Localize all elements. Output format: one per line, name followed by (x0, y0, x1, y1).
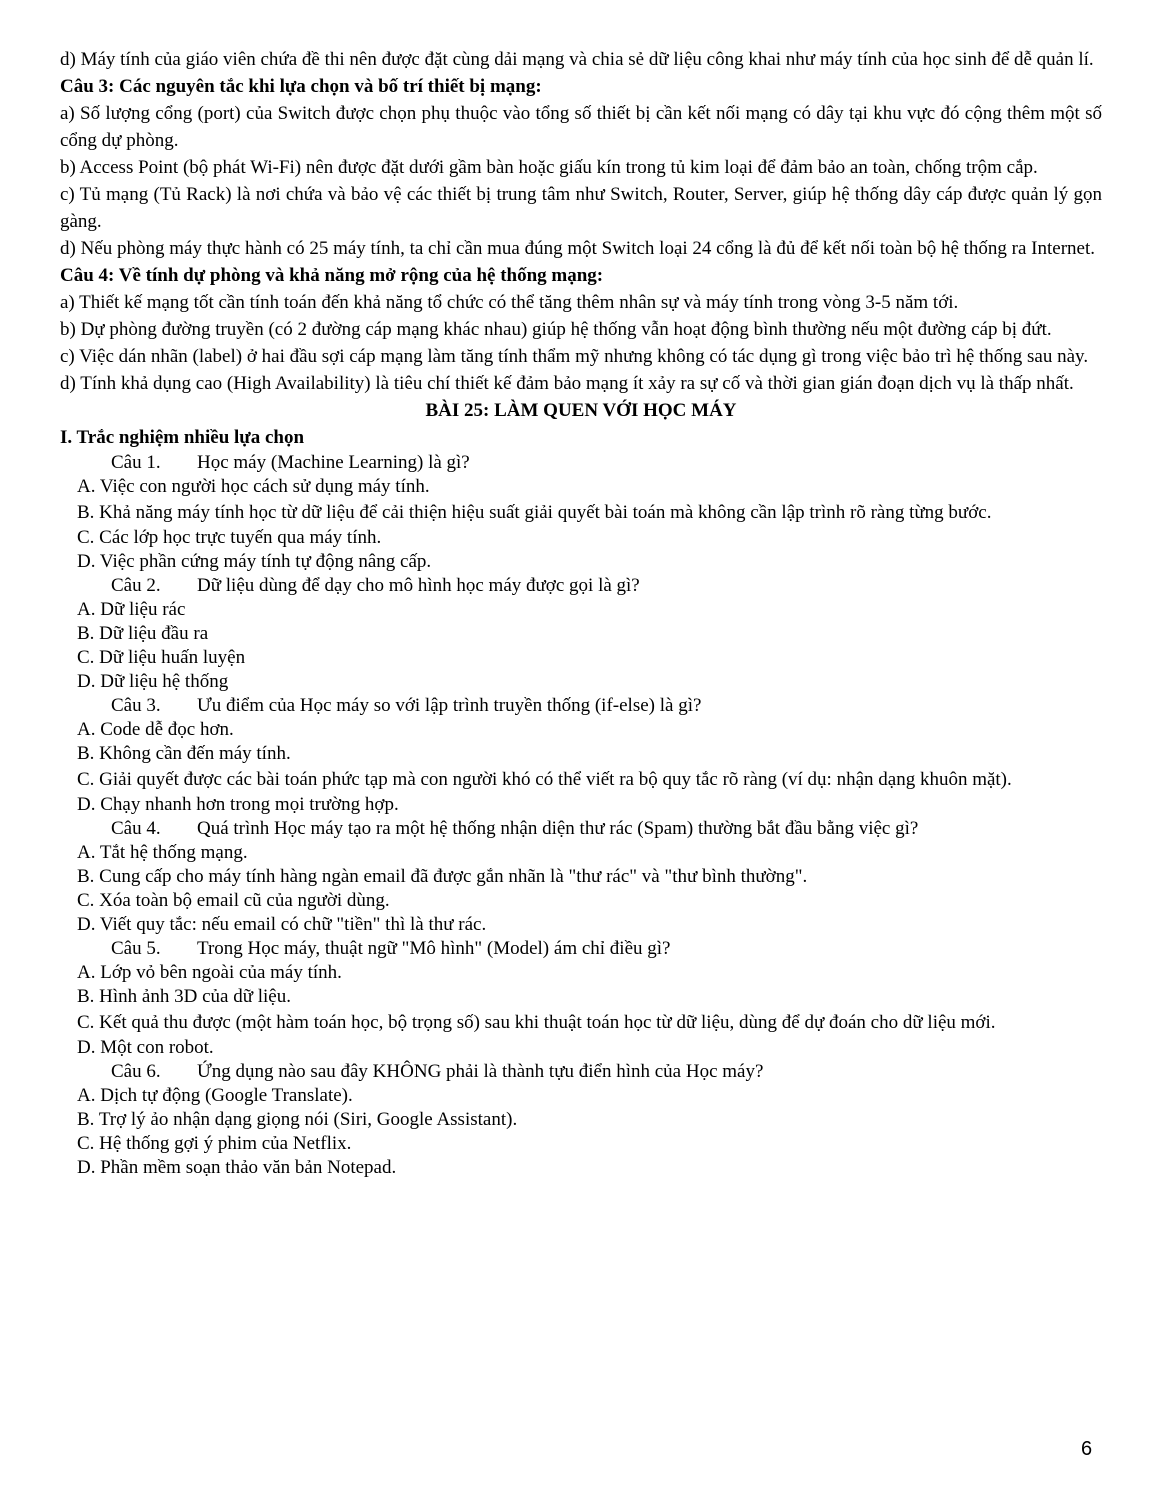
question-number: Câu 6. (111, 1061, 161, 1082)
answer-option: B. Không cần đến máy tính. (77, 743, 291, 764)
question-text: Ưu điểm của Học máy so với lập trình truyền thống (if-else) là gì? (197, 695, 702, 716)
lesson-title: BÀI 25: LÀM QUEN VỚI HỌC MÁY (425, 400, 737, 421)
cau4-option-b: b) Dự phòng đường truyền (có 2 đường cáp mạng khác nhau) giúp hệ thống vẫn hoạt động bình thường nếu một đường cáp bị đứt. (60, 319, 1052, 340)
answer-option: D. Một con robot. (77, 1037, 214, 1058)
question-1 (60, 451, 1102, 475)
question-number: Câu 5. (111, 938, 161, 959)
answer-option: A. Dữ liệu rác (77, 599, 186, 620)
page-number: 6 (1081, 1438, 1093, 1460)
answer-option: C. Kết quả thu được (một hàm toán học, bộ trọng số) sau khi thuật toán học từ dữ liệu, dùng để dự đoán cho dữ liệu mới. (77, 1012, 996, 1033)
answer-option: B. Trợ lý ảo nhận dạng giọng nói (Siri, Google Assistant). (77, 1109, 518, 1130)
question-3 (60, 694, 1102, 718)
answer-option: D. Phần mềm soạn thảo văn bản Notepad. (77, 1157, 397, 1178)
answer-option: A. Code dễ đọc hơn. (77, 719, 234, 740)
answer-option: C. Các lớp học trực tuyến qua máy tính. (77, 527, 382, 548)
question-number: Câu 1. (111, 452, 161, 473)
answer-option: C. Dữ liệu huấn luyện (77, 647, 246, 668)
question-5 (60, 937, 1102, 961)
part-heading: I. Trắc nghiệm nhiều lựa chọn (60, 427, 305, 448)
question-2 (60, 574, 1102, 598)
question-number: Câu 3. (111, 695, 161, 716)
question-6 (60, 1060, 1102, 1084)
answer-option: D. Việc phần cứng máy tính tự động nâng cấp. (77, 551, 432, 572)
cau4-option-d: d) Tính khả dụng cao (High Availability) là tiêu chí thiết kế đảm bảo mạng ít xảy ra sự cố và thời gian gián đoạn dịch vụ là thấp nhất. (60, 373, 1074, 394)
cau4-option-a: a) Thiết kế mạng tốt cần tính toán đến khả năng tổ chức có thể tăng thêm nhân sự và máy tính trong vòng 3-5 năm tới. (60, 292, 959, 313)
answer-option: C. Xóa toàn bộ email cũ của người dùng. (77, 890, 390, 911)
question-number: Câu 2. (111, 575, 161, 596)
answer-option: B. Hình ảnh 3D của dữ liệu. (77, 986, 291, 1007)
cau3-option-d: d) Nếu phòng máy thực hành có 25 máy tính, ta chỉ cần mua đúng một Switch loại 24 cổng là đủ để kết nối toàn bộ hệ thống ra Internet. (60, 238, 1095, 259)
question-text: Học máy (Machine Learning) là gì? (197, 452, 470, 473)
answer-option: A. Tắt hệ thống mạng. (77, 842, 248, 863)
answer-option: D. Viết quy tắc: nếu email có chữ "tiền" thì là thư rác. (77, 914, 487, 935)
question-text: Ứng dụng nào sau đây KHÔNG phải là thành tựu điển hình của Học máy? (197, 1061, 764, 1082)
answer-option: D. Dữ liệu hệ thống (77, 671, 229, 692)
cau2-option-d: d) Máy tính của giáo viên chứa đề thi nên được đặt cùng dải mạng và chia sẻ dữ liệu công khai như máy tính của học sinh để dễ quản lí. (60, 49, 1094, 70)
cau3-title: Câu 3: Các nguyên tắc khi lựa chọn và bố trí thiết bị mạng: (60, 76, 542, 97)
question-text: Quá trình Học máy tạo ra một hệ thống nhận diện thư rác (Spam) thường bắt đầu bằng việc gì? (197, 818, 919, 839)
answer-option: C. Hệ thống gợi ý phim của Netflix. (77, 1133, 352, 1154)
question-4 (60, 817, 1102, 841)
answer-option: B. Cung cấp cho máy tính hàng ngàn email đã được gắn nhãn là "thư rác" và "thư bình thường". (77, 866, 808, 887)
document-page (60, 46, 1102, 1180)
answer-option: A. Lớp vỏ bên ngoài của máy tính. (77, 962, 342, 983)
cau3-option-a: a) Số lượng cổng (port) của Switch được chọn phụ thuộc vào tổng số thiết bị cần kết nối mạng có dây tại khu vực đó cộng thêm một số cổng dự phòng. (60, 103, 1102, 151)
question-list (60, 451, 1102, 1180)
question-number: Câu 4. (111, 818, 161, 839)
answer-option: A. Dịch tự động (Google Translate). (77, 1085, 353, 1106)
question-text: Dữ liệu dùng để dạy cho mô hình học máy được gọi là gì? (197, 575, 640, 596)
cau3-option-c: c) Tủ mạng (Tủ Rack) là nơi chứa và bảo vệ các thiết bị trung tâm như Switch, Router, Server, giúp hệ thống dây cáp được quản lý gọn gàng. (60, 184, 1102, 232)
cau4-option-c: c) Việc dán nhãn (label) ở hai đầu sợi cáp mạng làm tăng tính thẩm mỹ nhưng không có tác dụng gì trong việc bảo trì hệ thống sau này. (60, 346, 1089, 367)
answer-option: D. Chạy nhanh hơn trong mọi trường hợp. (77, 794, 399, 815)
question-text: Trong Học máy, thuật ngữ "Mô hình" (Model) ám chỉ điều gì? (197, 938, 671, 959)
answer-option: C. Giải quyết được các bài toán phức tạp mà con người khó có thể viết ra bộ quy tắc rõ ràng (ví dụ: nhận dạng khuôn mặt). (77, 769, 1012, 790)
cau4-title: Câu 4: Về tính dự phòng và khả năng mở rộng của hệ thống mạng: (60, 265, 604, 286)
answer-option: B. Khả năng máy tính học từ dữ liệu để cải thiện hiệu suất giải quyết bài toán mà không cần lập trình rõ ràng từng bước. (77, 502, 992, 523)
answer-option: B. Dữ liệu đầu ra (77, 623, 209, 644)
answer-option: A. Việc con người học cách sử dụng máy tính. (77, 476, 430, 497)
cau3-option-b: b) Access Point (bộ phát Wi-Fi) nên được đặt dưới gầm bàn hoặc giấu kín trong tủ kim loại để đảm bảo an toàn, chống trộm cắp. (60, 157, 1038, 178)
